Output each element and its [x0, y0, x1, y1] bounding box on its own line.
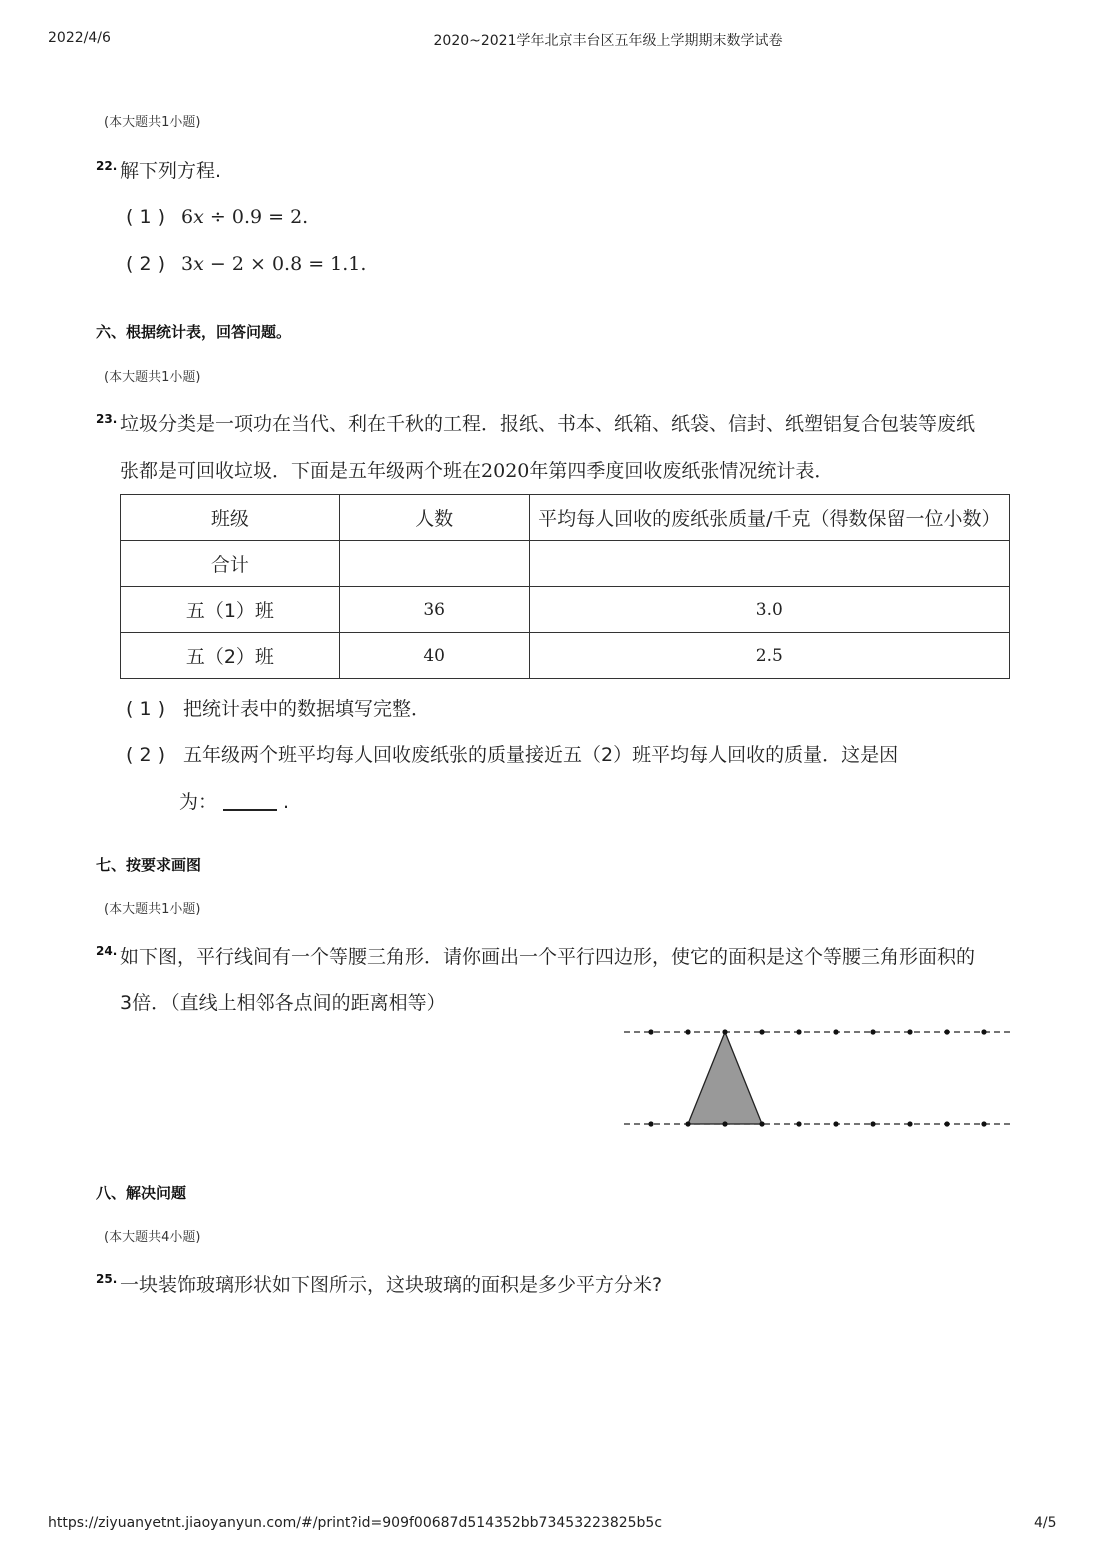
line-point — [981, 1029, 986, 1034]
line-point — [685, 1029, 690, 1034]
table-cell: 2.5 — [529, 633, 1009, 679]
table-cell: 3.0 — [529, 587, 1009, 633]
table-cell-blank — [529, 541, 1009, 587]
line-point — [722, 1029, 727, 1034]
table-cell: 合计 — [121, 541, 340, 587]
statistics-table — [120, 494, 1010, 679]
sub-question-2-continued: 为： . — [179, 791, 290, 813]
sub-question-2: ( 2 ) 五年级两个班平均每人回收废纸张的质量接近五（2）班平均每人回收的质量．这是因 — [126, 744, 899, 766]
question-text: 3倍．（直线上相邻各点间的距离相等） — [120, 992, 446, 1014]
isosceles-triangle — [688, 1032, 762, 1124]
section-title: 七、按要求画图 — [96, 856, 202, 874]
line-point — [870, 1121, 875, 1126]
line-point — [796, 1029, 801, 1034]
table-header: 人数 — [339, 495, 529, 541]
question-text: 如下图，平行线间有一个等腰三角形．请你画出一个平行四边形，使它的面积是这个等腰三角形面积的 — [120, 946, 976, 968]
line-point — [759, 1029, 764, 1034]
line-point — [907, 1029, 912, 1034]
line-point — [722, 1121, 727, 1126]
table-row — [121, 541, 1010, 587]
year: 2020 — [481, 460, 530, 482]
page-url: https://ziyuanyetnt.jiaoyanyun.com/#/print?id=909f00687d514352bb73453223825b5c — [48, 1515, 663, 1531]
table-header: 平均每人回收的废纸张质量/千克（得数保留一位小数） — [529, 495, 1009, 541]
table-header: 班级 — [121, 495, 340, 541]
line-point — [833, 1121, 838, 1126]
sub-label: ( 1 ) — [126, 698, 165, 720]
page-header-title: 2020~2021学年北京丰台区五年级上学期期末数学试卷 — [433, 33, 783, 49]
section-note: (本大题共1小题) — [104, 115, 201, 130]
parallel-lines-figure — [620, 1020, 1015, 1135]
page-number: 4/5 — [1034, 1515, 1057, 1531]
question-text: 一块装饰玻璃形状如下图所示，这块玻璃的面积是多少平方分米? — [120, 1274, 663, 1296]
line-point — [907, 1121, 912, 1126]
line-point — [648, 1121, 653, 1126]
table-row — [121, 633, 1010, 679]
table-cell-blank — [339, 541, 529, 587]
sub-question-1: ( 1 ) 把统计表中的数据填写完整． — [126, 698, 431, 720]
line-point — [648, 1029, 653, 1034]
line-point — [685, 1121, 690, 1126]
question-number: 25. — [96, 1272, 118, 1286]
section-title: 八、解决问题 — [96, 1184, 187, 1202]
section-note: (本大题共4小题) — [104, 1230, 201, 1245]
section-note: (本大题共1小题) — [104, 902, 201, 917]
equation-2: ( 2 ) 3x − 2 × 0.8 = 1.1. — [126, 253, 367, 275]
line-point — [981, 1121, 986, 1126]
answer-blank[interactable] — [223, 809, 277, 811]
print-date: 2022/4/6 — [48, 30, 111, 46]
question-number: 22. — [96, 159, 118, 173]
table-cell: 五（2）班 — [121, 633, 340, 679]
sub-label: ( 2 ) — [126, 253, 165, 275]
question-text: 垃圾分类是一项功在当代、利在千秋的工程．报纸、书本、纸箱、纸袋、信封、纸塑铝复合包装等废纸 — [120, 413, 976, 435]
question-text: 张都是可回收垃圾．下面是五年级两个班在2020年第四季度回收废纸张情况统计表． — [120, 460, 834, 482]
table-cell: 40 — [339, 633, 529, 679]
line-point — [870, 1029, 875, 1034]
line-point — [796, 1121, 801, 1126]
section-note: (本大题共1小题) — [104, 370, 201, 385]
table-cell: 五（1）班 — [121, 587, 340, 633]
section-title: 六、根据统计表，回答问题。 — [96, 323, 292, 341]
table-row — [121, 587, 1010, 633]
question-number: 24. — [96, 944, 118, 958]
question-text: 解下列方程. — [120, 160, 222, 182]
line-point — [759, 1121, 764, 1126]
line-point — [833, 1029, 838, 1034]
table-header-row — [121, 495, 1010, 541]
table-cell: 36 — [339, 587, 529, 633]
question-number: 23. — [96, 412, 118, 426]
line-point — [944, 1029, 949, 1034]
line-point — [944, 1121, 949, 1126]
sub-label: ( 2 ) — [126, 744, 165, 766]
sub-label: ( 1 ) — [126, 206, 165, 228]
equation-1: ( 1 ) 6x ÷ 0.9 = 2. — [126, 206, 309, 228]
